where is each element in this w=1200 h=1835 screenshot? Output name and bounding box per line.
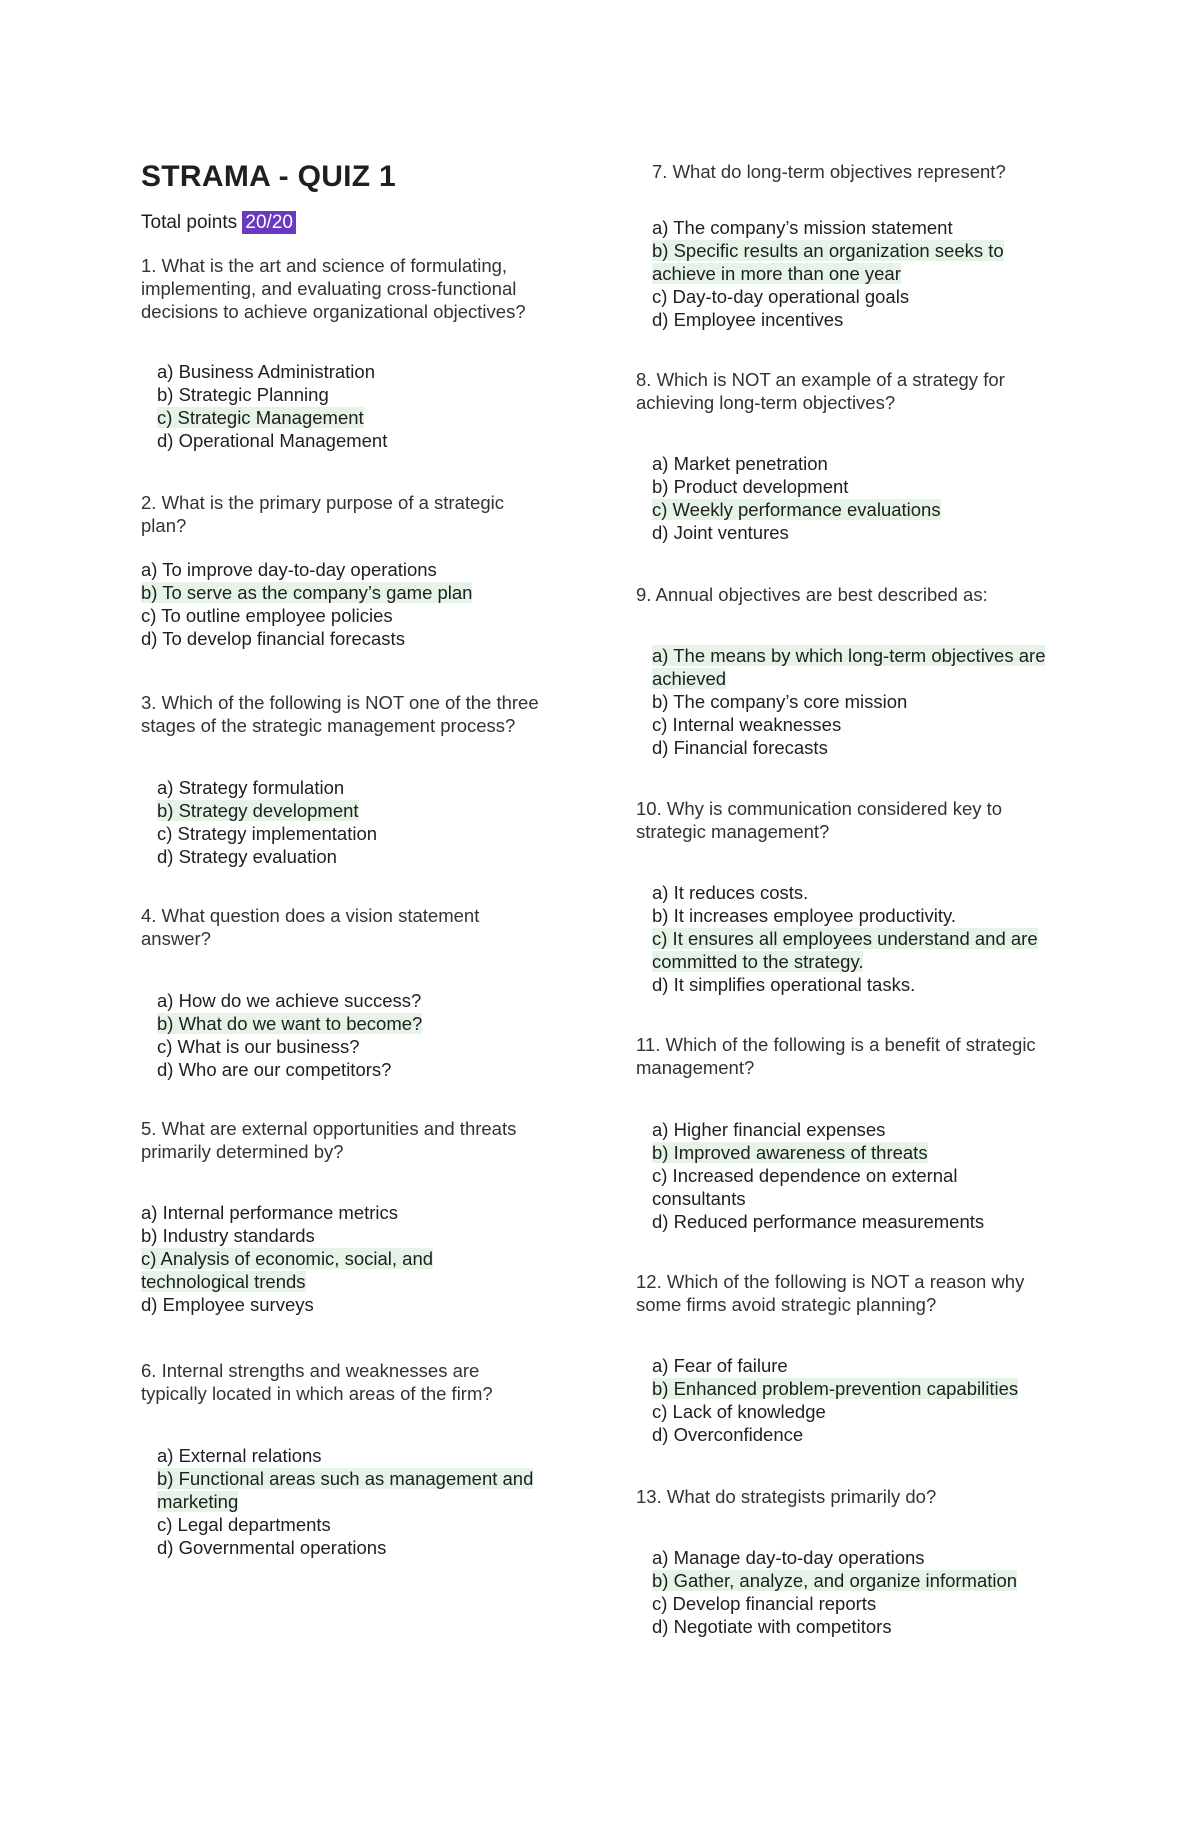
question-text: 4. What question does a vision statement answer?: [141, 905, 480, 949]
option: c) To outline employee policies: [141, 605, 393, 626]
option: d) Joint ventures: [652, 522, 789, 543]
question-text: 8. Which is NOT an example of a strategy for achieving long-term objectives?: [636, 369, 1005, 413]
option: c) Lack of knowledge: [652, 1401, 826, 1422]
option: a) Internal performance metrics: [141, 1202, 399, 1223]
option: c) Develop financial reports: [652, 1593, 877, 1614]
option-list: [157, 1444, 577, 1559]
option: b) Strategic Planning: [157, 384, 329, 405]
option-correct: c) Strategic Management: [157, 407, 364, 428]
option: d) To develop financial forecasts: [141, 628, 405, 649]
option-correct: b) Specific results an organization seeks to achieve in more than one year: [652, 240, 1004, 284]
option-correct: b) What do we want to become?: [157, 1013, 423, 1034]
option: d) Who are our competitors?: [157, 1059, 392, 1080]
question-text: 6. Internal strengths and weaknesses are typically located in which areas of the firm?: [141, 1360, 493, 1404]
option-list: [652, 216, 1052, 331]
option: c) Strategy implementation: [157, 823, 378, 844]
option-correct: b) Gather, analyze, and organize information: [652, 1570, 1018, 1591]
option: a) External relations: [157, 1445, 322, 1466]
option-correct: b) Enhanced problem-prevention capabilities: [652, 1378, 1019, 1399]
option: b) Product development: [652, 476, 849, 497]
total-points-label: Total points: [141, 212, 238, 233]
option: b) The company’s core mission: [652, 691, 908, 712]
question-text: 7. What do long-term objectives represent?: [652, 161, 1006, 182]
option: d) Employee incentives: [652, 309, 844, 330]
option: a) Higher financial expenses: [652, 1119, 886, 1140]
option: b) It increases employee productivity.: [652, 905, 957, 926]
option-list: [652, 1546, 1017, 1638]
question-text: 11. Which of the following is a benefit of strategic management?: [636, 1034, 1036, 1078]
option-correct: c) Analysis of economic, social, and technological trends: [141, 1248, 434, 1292]
option: d) Employee surveys: [141, 1294, 314, 1315]
option: a) Strategy formulation: [157, 777, 345, 798]
option: d) Reduced performance measurements: [652, 1211, 985, 1232]
option-list: [652, 1354, 1018, 1446]
option-correct: c) Weekly performance evaluations: [652, 499, 941, 520]
option: c) Increased dependence on external consultants: [652, 1165, 958, 1209]
score-badge: 20/20: [242, 211, 296, 234]
question-text: 5. What are external opportunities and threats primarily determined by?: [141, 1118, 517, 1162]
option-correct: b) Functional areas such as management and marketing: [157, 1468, 534, 1512]
option: d) Overconfidence: [652, 1424, 804, 1445]
question-text: 3. Which of the following is NOT one of the three stages of the strategic management process?: [141, 692, 539, 736]
option: b) Industry standards: [141, 1225, 315, 1246]
option: a) Fear of failure: [652, 1355, 788, 1376]
option-correct: a) The means by which long-term objectives are achieved: [652, 645, 1046, 689]
option: d) It simplifies operational tasks.: [652, 974, 916, 995]
question-text: 12. Which of the following is NOT a reason why some firms avoid strategic planning?: [636, 1271, 1025, 1315]
question-text: 13. What do strategists primarily do?: [636, 1486, 937, 1507]
option: a) How do we achieve success?: [157, 990, 422, 1011]
option-list: [157, 989, 422, 1081]
option: c) What is our business?: [157, 1036, 360, 1057]
option: a) It reduces costs.: [652, 882, 809, 903]
option: d) Operational Management: [157, 430, 388, 451]
option: a) Business Administration: [157, 361, 375, 382]
option: c) Day-to-day operational goals: [652, 286, 910, 307]
question-text: 9. Annual objectives are best described as:: [636, 584, 988, 605]
option-correct: b) To serve as the company’s game plan: [141, 582, 473, 603]
option: d) Governmental operations: [157, 1537, 387, 1558]
option-list: [652, 452, 941, 544]
page-title: STRAMA - QUIZ 1: [141, 160, 397, 193]
option: d) Strategy evaluation: [157, 846, 337, 867]
option-correct: c) It ensures all employees understand and are committed to the strategy.: [652, 928, 1038, 972]
option-list: [157, 776, 377, 868]
option-list: [652, 881, 1072, 996]
option: d) Financial forecasts: [652, 737, 828, 758]
option: a) To improve day-to-day operations: [141, 559, 437, 580]
option-list: [157, 360, 387, 452]
question-text: 1. What is the art and science of formulating, implementing, and evaluating cross-functional decisions to achieve organizational objectives?: [141, 255, 526, 322]
question-text: 2. What is the primary purpose of a strategic plan?: [141, 492, 504, 536]
option: a) Manage day-to-day operations: [652, 1547, 925, 1568]
total-points: [141, 212, 296, 234]
option: c) Internal weaknesses: [652, 714, 842, 735]
option: a) The company’s mission statement: [652, 217, 953, 238]
option: d) Negotiate with competitors: [652, 1616, 892, 1637]
question-text: 10. Why is communication considered key to strategic management?: [636, 798, 1003, 842]
option: c) Legal departments: [157, 1514, 331, 1535]
option-list: [652, 1118, 1032, 1233]
option-list: [141, 1201, 481, 1316]
option: a) Market penetration: [652, 453, 828, 474]
option-list: [652, 644, 1052, 759]
option-correct: b) Strategy development: [157, 800, 359, 821]
option-correct: b) Improved awareness of threats: [652, 1142, 928, 1163]
option-list: [141, 558, 472, 650]
